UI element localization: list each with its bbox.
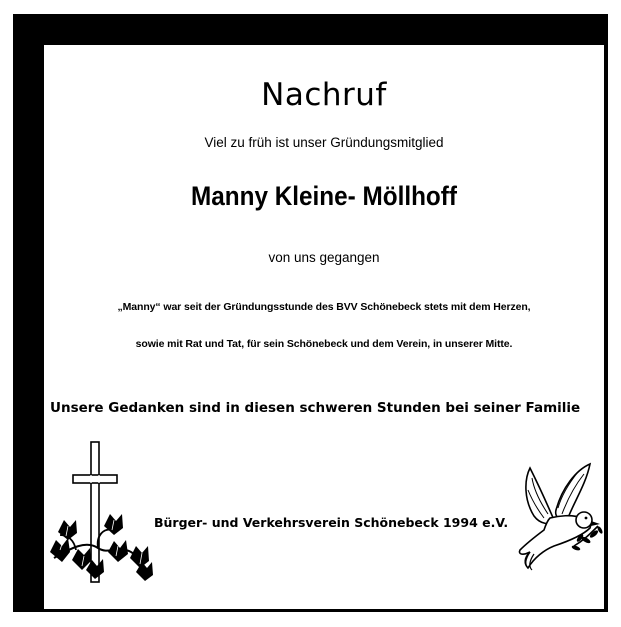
passed-away-text: von uns gegangen	[268, 250, 380, 265]
dove-with-olive-branch-icon	[510, 460, 606, 578]
obituary-title: Nachruf	[261, 77, 387, 113]
condolence-text: Unsere Gedanken sind in diesen schweren Stunden bei seiner Familie	[50, 400, 581, 416]
cross-with-ivy-icon	[46, 440, 156, 585]
obituary-content	[44, 45, 604, 609]
organization-signature: Bürger- und Verkehrsverein Schönebeck 1994 e.V.	[154, 515, 509, 530]
deceased-name: Manny Kleine- Möllhoff	[191, 181, 457, 211]
tribute-line-1: „Manny“ war seit der Gründungsstunde des BVV Schönebeck stets mit dem Herzen,	[117, 301, 531, 313]
tribute-line-2: sowie mit Rat und Tat, für sein Schönebeck und dem Verein, in unserer Mitte.	[135, 338, 513, 350]
black-border-frame	[13, 14, 608, 612]
obituary-subtitle: Viel zu früh ist unser Gründungsmitglied	[204, 135, 444, 150]
